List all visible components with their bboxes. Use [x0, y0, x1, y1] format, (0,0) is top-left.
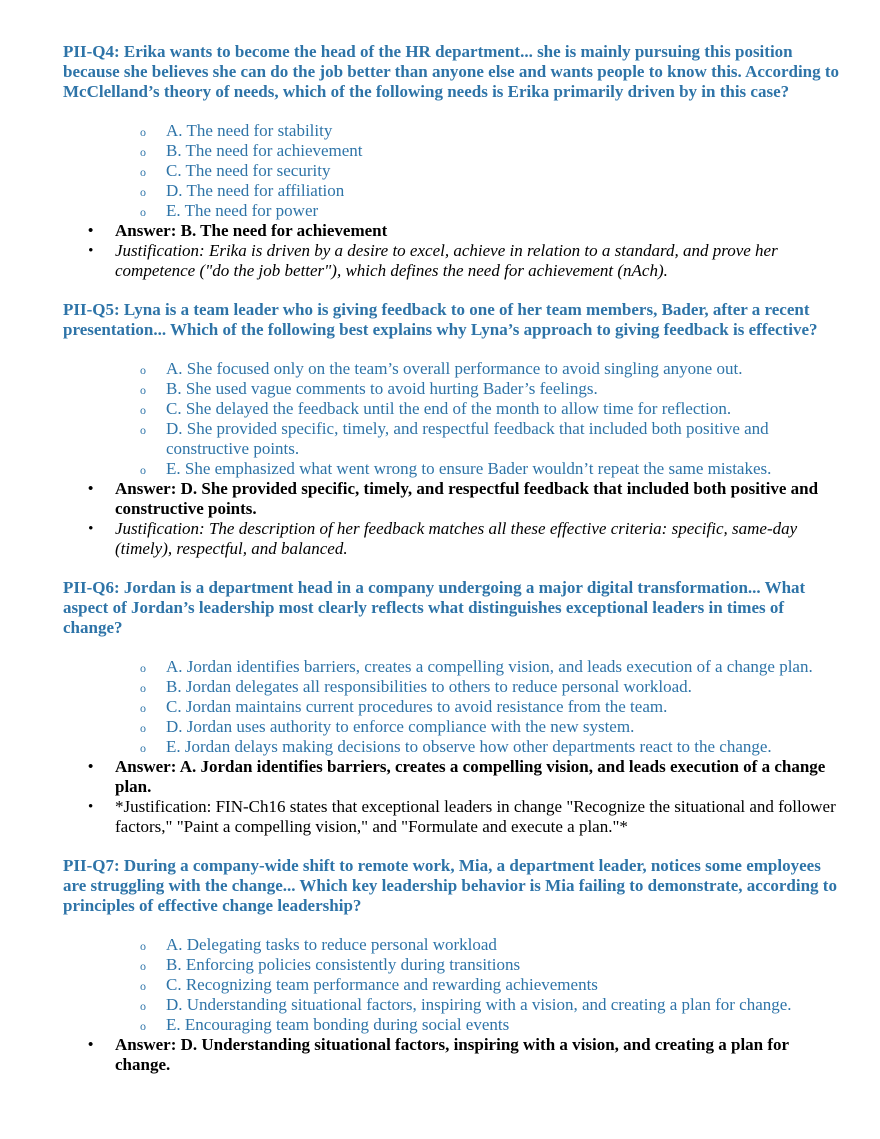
option-item: o A. She focused only on the team’s overall performance to avoid singling anyone out.: [140, 359, 743, 378]
option-list: [63, 657, 843, 757]
answer-item: • Answer: D. She provided specific, timely, and respectful feedback that included both positive and constructive points.: [88, 479, 819, 518]
option-item: o E. Jordan delays making decisions to observe how other departments react to the change.: [140, 737, 772, 756]
option-item: o E. The need for power: [140, 201, 319, 220]
question-block-q6: [63, 578, 843, 837]
question-title: PII-Q7: During a company-wide shift to remote work, Mia, a department leader, notices some employees are struggling with the change... Which key leadership behavior is Mia failing to demonstrate, according to principles of effective change leadership?: [63, 856, 837, 915]
bullet-icon: •: [88, 1037, 94, 1053]
justification-item: • Justification: Erika is driven by a desire to excel, achieve in relation to a standard, and prove her competence ("do the job better"), which defines the need for achievement (nAch).: [88, 241, 778, 280]
option-marker: o: [140, 383, 146, 397]
answer-item: • Answer: D. Understanding situational factors, inspiring with a vision, and creating a plan for change.: [88, 1035, 789, 1074]
option-item: o C. The need for security: [140, 161, 331, 180]
bullet-icon: •: [88, 759, 94, 775]
bullet-icon: •: [88, 799, 94, 815]
option-list: [63, 121, 843, 221]
option-marker: o: [140, 125, 146, 139]
question-title: PII-Q5: Lyna is a team leader who is giving feedback to one of her team members, Bader, after a recent presentation... Which of the following best explains why Lyna’s approach to giving feedback is effective?: [63, 300, 818, 339]
option-marker: o: [140, 145, 146, 159]
question-title: PII-Q4: Erika wants to become the head of the HR department... she is mainly pursuing this position because she believes she can do the job better than anyone else and wants people to know this. According to McClelland’s theory of needs, which of the following needs is Erika primarily driven by in this case?: [63, 42, 840, 101]
option-item: o A. Jordan identifies barriers, creates a compelling vision, and leads execution of a change plan.: [140, 657, 813, 676]
option-item: o B. Enforcing policies consistently during transitions: [140, 955, 521, 974]
document-page: [63, 42, 843, 1094]
option-item: o D. Understanding situational factors, inspiring with a vision, and creating a plan for change.: [140, 995, 792, 1014]
bullet-icon: •: [88, 243, 94, 259]
bullet-icon: •: [88, 521, 94, 537]
option-item: o C. Jordan maintains current procedures to avoid resistance from the team.: [140, 697, 668, 716]
option-marker: o: [140, 939, 146, 953]
option-item: o E. She emphasized what went wrong to ensure Bader wouldn’t repeat the same mistakes.: [140, 459, 772, 478]
option-marker: o: [140, 681, 146, 695]
option-item: o D. Jordan uses authority to enforce compliance with the new system.: [140, 717, 635, 736]
question-title: PII-Q6: Jordan is a department head in a company undergoing a major digital transformation... What aspect of Jordan’s leadership most clearly reflects what distinguishes exceptional leaders in times of change?: [63, 578, 806, 637]
option-marker: o: [140, 741, 146, 755]
question-block-q5: [63, 300, 843, 559]
option-item: o B. The need for achievement: [140, 141, 363, 160]
option-marker: o: [140, 1019, 146, 1033]
option-marker: o: [140, 979, 146, 993]
option-marker: o: [140, 661, 146, 675]
option-marker: o: [140, 363, 146, 377]
option-marker: o: [140, 999, 146, 1013]
option-marker: o: [140, 721, 146, 735]
option-marker: o: [140, 701, 146, 715]
justification-item: • Justification: The description of her feedback matches all these effective criteria: specific, same-day (timely), respectful, and balanced.: [88, 519, 798, 558]
answer-item: • Answer: B. The need for achievement: [88, 221, 388, 240]
option-item: o D. She provided specific, timely, and respectful feedback that included both positive and constructive points.: [140, 419, 769, 458]
option-item: o C. She delayed the feedback until the end of the month to allow time for reflection.: [140, 399, 732, 418]
option-marker: o: [140, 185, 146, 199]
bullet-icon: •: [88, 223, 94, 239]
answer-item: • Answer: A. Jordan identifies barriers, creates a compelling vision, and leads execution of a change plan.: [88, 757, 826, 796]
option-marker: o: [140, 165, 146, 179]
justification-item: • *Justification: FIN-Ch16 states that exceptional leaders in change "Recognize the situational and follower factors," "Paint a compelling vision," and "Formulate and execute a plan."*: [88, 797, 836, 836]
option-marker: o: [140, 959, 146, 973]
bullet-icon: •: [88, 481, 94, 497]
option-list: [63, 935, 843, 1035]
option-list: [63, 359, 843, 479]
option-item: o B. She used vague comments to avoid hurting Bader’s feelings.: [140, 379, 598, 398]
option-item: o C. Recognizing team performance and rewarding achievements: [140, 975, 598, 994]
option-marker: o: [140, 403, 146, 417]
option-marker: o: [140, 423, 146, 437]
option-marker: o: [140, 463, 146, 477]
option-marker: o: [140, 205, 146, 219]
question-block-q7: [63, 856, 843, 1075]
option-item: o E. Encouraging team bonding during social events: [140, 1015, 510, 1034]
option-item: o A. Delegating tasks to reduce personal workload: [140, 935, 497, 954]
option-item: o A. The need for stability: [140, 121, 333, 140]
option-item: o D. The need for affiliation: [140, 181, 345, 200]
option-item: o B. Jordan delegates all responsibilities to others to reduce personal workload.: [140, 677, 692, 696]
question-block-q4: [63, 42, 843, 281]
